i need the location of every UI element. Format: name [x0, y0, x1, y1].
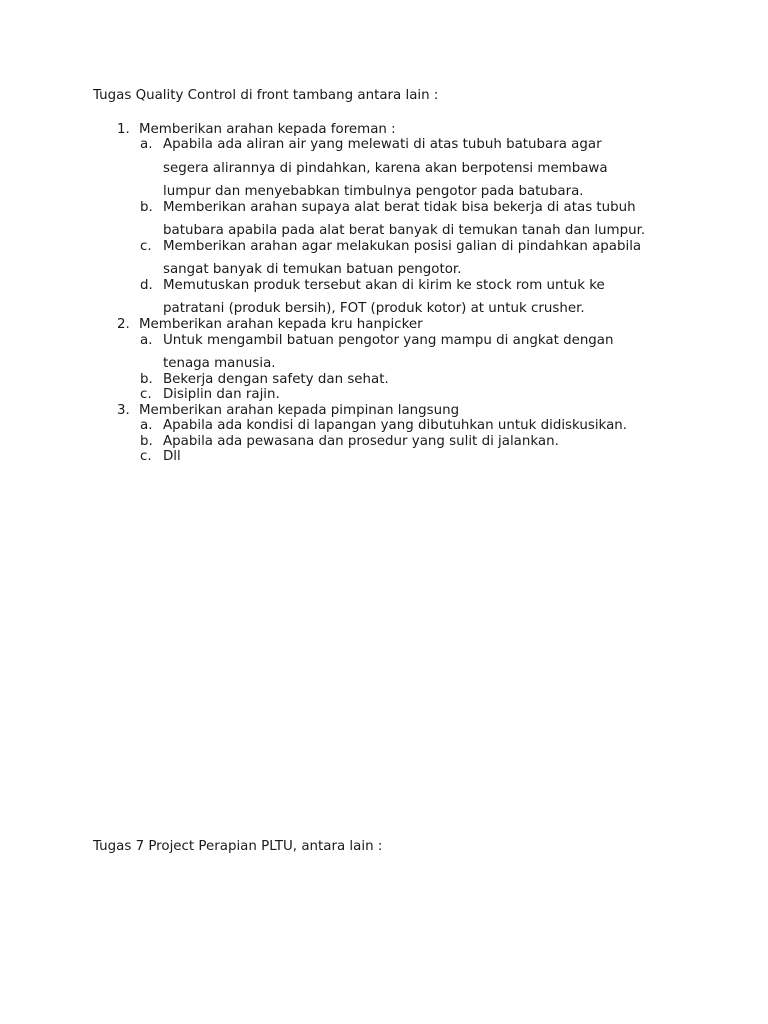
sub-marker-2b: b. — [140, 372, 153, 387]
sub-item-2c-line-1: Disiplin dan rajin. — [163, 387, 280, 402]
list-number-1: 1. — [117, 122, 130, 137]
sub-marker-2a: a. — [140, 333, 153, 348]
section-1-heading: Tugas Quality Control di front tambang antara lain : — [93, 88, 439, 103]
list-number-3: 3. — [117, 403, 130, 418]
list-item-2-text: Memberikan arahan kepada kru hanpicker — [139, 317, 423, 332]
sub-marker-2c: c. — [140, 387, 152, 402]
sub-item-3b-line-1: Apabila ada pewasana dan prosedur yang sulit di jalankan. — [163, 434, 559, 449]
sub-item-2a-line-1: Untuk mengambil batuan pengotor yang mampu di angkat dengan — [163, 333, 614, 348]
sub-item-2a-line-2: tenaga manusia. — [163, 356, 276, 371]
sub-item-1a-line-2: segera alirannya di pindahkan, karena akan berpotensi membawa — [163, 161, 608, 176]
sub-item-1d-line-2: patratani (produk bersih), FOT (produk kotor) at untuk crusher. — [163, 301, 585, 316]
list-item-1-text: Memberikan arahan kepada foreman : — [139, 122, 396, 137]
section-2-heading: Tugas 7 Project Perapian PLTU, antara lain : — [93, 839, 383, 854]
list-number-2: 2. — [117, 317, 130, 332]
sub-marker-3b: b. — [140, 434, 153, 449]
sub-item-1c-line-1: Memberikan arahan agar melakukan posisi galian di pindahkan apabila — [163, 239, 642, 254]
sub-item-1d-line-1: Memutuskan produk tersebut akan di kirim ke stock rom untuk ke — [163, 278, 605, 293]
sub-marker-1b: b. — [140, 200, 153, 215]
sub-item-2b-line-1: Bekerja dengan safety dan sehat. — [163, 372, 389, 387]
sub-item-1a-line-3: lumpur dan menyebabkan timbulnya pengotor pada batubara. — [163, 184, 584, 199]
sub-item-3a-line-1: Apabila ada kondisi di lapangan yang dibutuhkan untuk didiskusikan. — [163, 418, 628, 433]
sub-marker-1a: a. — [140, 137, 153, 152]
sub-item-1b-line-1: Memberikan arahan supaya alat berat tidak bisa bekerja di atas tubuh — [163, 200, 636, 215]
sub-item-1b-line-2: batubara apabila pada alat berat banyak di temukan tanah dan lumpur. — [163, 223, 646, 238]
sub-item-1c-line-2: sangat banyak di temukan batuan pengotor. — [163, 262, 462, 277]
sub-marker-1c: c. — [140, 239, 152, 254]
sub-item-3c-line-1: Dll — [163, 449, 181, 464]
list-item-3-text: Memberikan arahan kepada pimpinan langsung — [139, 403, 460, 418]
sub-marker-3c: c. — [140, 449, 152, 464]
sub-marker-1d: d. — [140, 278, 153, 293]
sub-item-1a-line-1: Apabila ada aliran air yang melewati di atas tubuh batubara agar — [163, 137, 602, 152]
sub-marker-3a: a. — [140, 418, 153, 433]
